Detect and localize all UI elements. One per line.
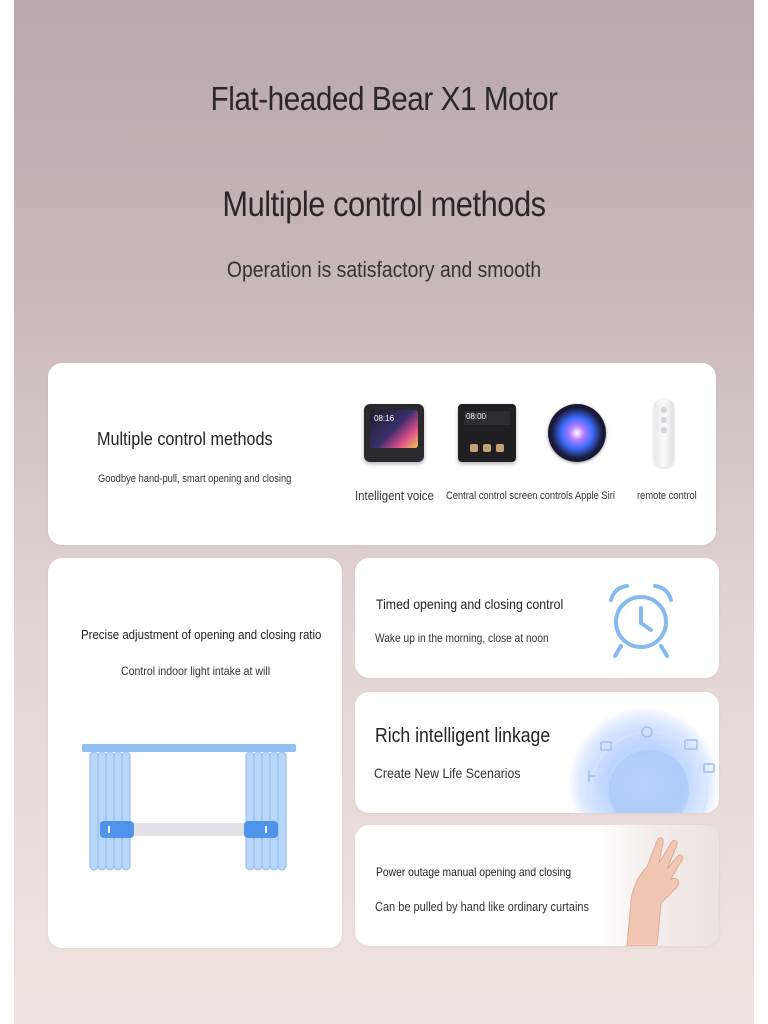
smart-speaker-icon: 08:16: [364, 404, 424, 462]
alarm-clock-icon: [603, 580, 679, 660]
remote-control-icon: [654, 399, 674, 467]
manual-description: Can be pulled by hand like ordinary curtains: [375, 900, 590, 914]
timer-card: [355, 558, 719, 678]
control-methods-card: [48, 363, 716, 545]
page-title: Flat-headed Bear X1 Motor: [210, 80, 558, 117]
hand-pulling-curtain-icon: [617, 831, 697, 946]
ratio-heading: Precise adjustment of opening and closing ratio: [81, 627, 322, 642]
ratio-card: [48, 558, 342, 948]
linkage-description: Create New Life Scenarios: [374, 765, 521, 781]
method-label-central-control: Central control screen controls Apple Siri: [446, 490, 615, 502]
method-label-voice: Intelligent voice: [355, 488, 434, 503]
linkage-heading: Rich intelligent linkage: [375, 725, 551, 747]
ratio-description: Control indoor light intake at will: [121, 664, 271, 678]
hub-ring-icon: [587, 720, 717, 813]
curtain-icon: [78, 738, 300, 878]
manual-heading: Power outage manual opening and closing: [376, 865, 572, 879]
control-methods-description: Goodbye hand-pull, smart opening and closing: [98, 473, 292, 485]
timer-description: Wake up in the morning, close at noon: [375, 631, 549, 645]
linkage-card: [355, 692, 719, 813]
product-page: [14, 0, 754, 1024]
manual-card: [355, 825, 719, 946]
control-methods-heading: Multiple control methods: [97, 429, 273, 449]
siri-icon: [548, 404, 606, 462]
method-label-remote: remote control: [637, 490, 697, 502]
page-subtitle: Multiple control methods: [222, 185, 546, 224]
timer-heading: Timed opening and closing control: [376, 596, 564, 612]
page-tagline: Operation is satisfactory and smooth: [226, 257, 542, 282]
control-panel-icon: 08:00: [458, 404, 516, 462]
